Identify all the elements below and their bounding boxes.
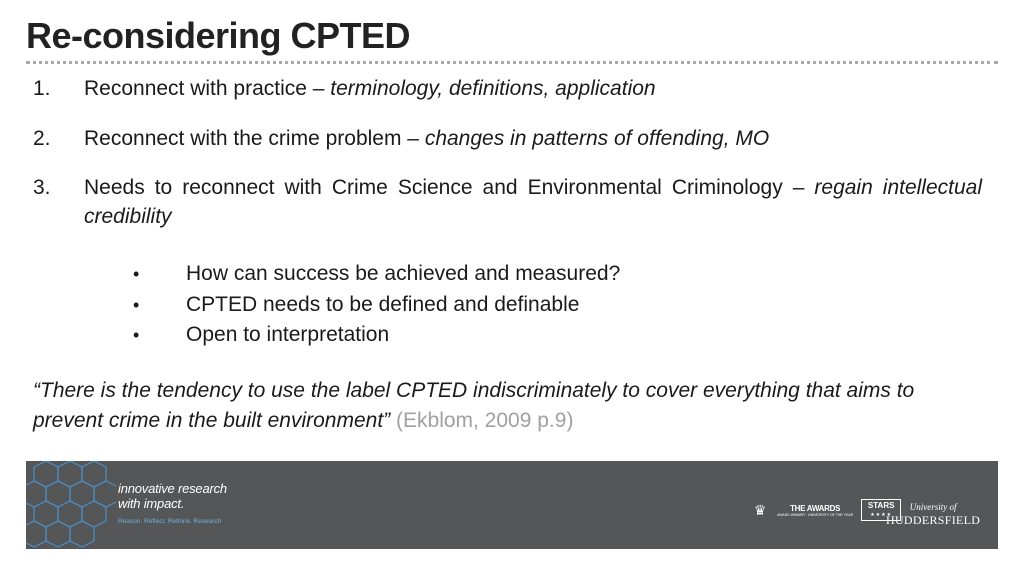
item-number: 1. — [33, 77, 51, 100]
item-text: Reconnect with the crime problem – — [84, 127, 425, 150]
item-emphasis: changes in patterns of offending, MO — [424, 127, 770, 150]
bullet-marker: • — [133, 264, 140, 284]
tagline-line-2: with impact. — [118, 496, 185, 511]
tagline-line-1: innovative research — [118, 481, 227, 496]
item-number: 3. — [33, 176, 51, 199]
item-text: Reconnect with practice – — [84, 77, 331, 100]
awards-title: THE AWARDS — [790, 503, 841, 513]
awards-caption: AWARD WINNER · UNIVERSITY OF THE YEAR — [777, 512, 854, 517]
footer-banner — [26, 461, 998, 549]
stars-label: STARS — [867, 501, 895, 510]
numbered-item-1 — [33, 74, 983, 104]
hexagon-pattern-icon — [26, 461, 116, 549]
numbered-item-2 — [33, 124, 983, 154]
bullet-text: How can success be achieved and measured? — [186, 262, 621, 285]
award-badges — [751, 499, 901, 521]
bullet-text: CPTED needs to be defined and definable — [186, 292, 580, 316]
item-emphasis: regain intellectual credibility — [84, 176, 983, 228]
item-number: 2. — [33, 127, 51, 150]
footer-tagline — [118, 481, 227, 511]
item-emphasis: terminology, definitions, application — [330, 77, 656, 100]
quote-text: “There is the tendency to use the label CPTED indiscriminately to cover everything that aims to prevent crime in the built environment” — [33, 379, 915, 432]
numbered-item-3 — [33, 173, 983, 233]
list-item — [133, 320, 833, 351]
quote-citation: (Ekblom, 2009 p.9) — [396, 409, 574, 432]
bullet-marker: • — [133, 294, 140, 315]
the-awards-badge — [777, 504, 853, 517]
stars-rating: ★★★★ — [870, 512, 893, 518]
footer-subline: Reason. Reflect. Rethink. Research — [118, 518, 222, 525]
slide-title: Re-considering CPTED — [26, 15, 411, 56]
list-item — [133, 259, 833, 290]
list-item — [133, 290, 833, 321]
bullet-list — [133, 259, 833, 351]
title-divider — [26, 61, 998, 64]
university-logo — [886, 502, 980, 527]
university-line-2: HUDDERSFIELD — [886, 513, 981, 527]
university-line-1: University of — [909, 502, 957, 512]
bullet-marker: • — [133, 325, 140, 345]
item-text: Needs to reconnect with Crime Science and Environmental Criminology – — [84, 176, 815, 199]
bullet-text: Open to interpretation — [186, 323, 390, 346]
queens-award-icon: ♛ — [753, 502, 767, 518]
quote-block — [33, 376, 988, 436]
